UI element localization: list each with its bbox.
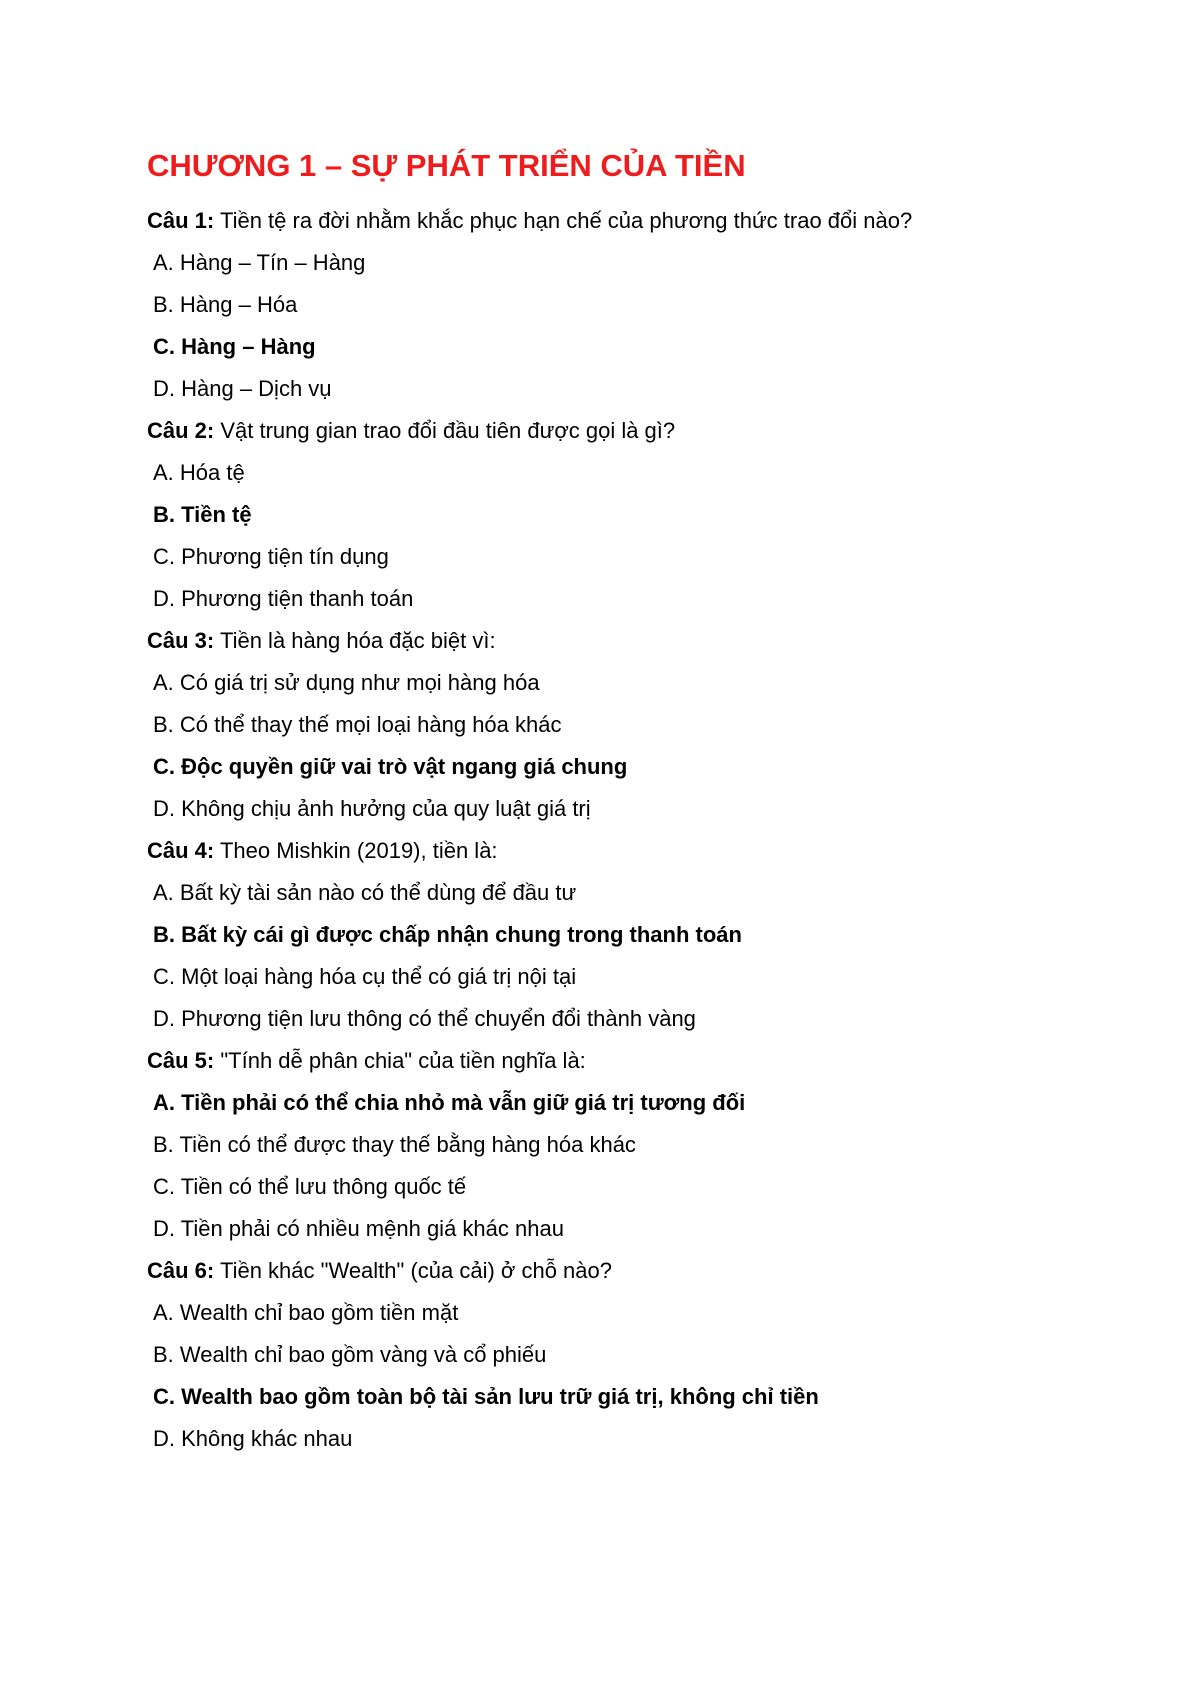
answer-option: B. Có thể thay thế mọi loại hàng hóa khác <box>153 712 562 737</box>
question-number: Câu 2: <box>147 418 215 443</box>
question-block <box>147 1040 1087 1250</box>
answer-option-correct: C. Độc quyền giữ vai trò vật ngang giá chung <box>153 754 628 779</box>
answer-option-correct: A. Tiền phải có thể chia nhỏ mà vẫn giữ giá trị tương đối <box>153 1090 746 1115</box>
question-number: Câu 1: <box>147 208 215 233</box>
answer-option: C. Một loại hàng hóa cụ thể có giá trị nội tại <box>153 964 577 989</box>
answer-option: C. Phương tiện tín dụng <box>153 544 389 569</box>
answer-option: A. Bất kỳ tài sản nào có thể dùng để đầu tư <box>153 880 577 905</box>
answer-option-correct: C. Wealth bao gồm toàn bộ tài sản lưu trữ giá trị, không chỉ tiền <box>153 1384 819 1409</box>
question-number: Câu 4: <box>147 838 215 863</box>
question-number: Câu 6: <box>147 1258 215 1283</box>
question-number: Câu 5: <box>147 1048 215 1073</box>
question-number: Câu 3: <box>147 628 215 653</box>
answer-option-correct: C. Hàng – Hàng <box>153 334 316 359</box>
answer-option: B. Wealth chỉ bao gồm vàng và cổ phiếu <box>153 1342 547 1367</box>
answer-option: C. Tiền có thể lưu thông quốc tế <box>153 1174 467 1199</box>
chapter-title: CHƯƠNG 1 – SỰ PHÁT TRIỂN CỦA TIỀN <box>147 148 746 183</box>
answer-option: D. Phương tiện lưu thông có thể chuyển đổi thành vàng <box>153 1006 696 1031</box>
question-line <box>147 200 1087 242</box>
question-text: "Tính dễ phân chia" của tiền nghĩa là: <box>214 1048 586 1073</box>
question-text: Theo Mishkin (2019), tiền là: <box>214 838 498 863</box>
answer-option: D. Không khác nhau <box>153 1426 353 1451</box>
answer-option: D. Tiền phải có nhiều mệnh giá khác nhau <box>153 1216 564 1241</box>
question-line <box>147 1250 1087 1292</box>
question-line <box>147 830 1087 872</box>
question-block <box>147 620 1087 830</box>
answer-option-correct: B. Bất kỳ cái gì được chấp nhận chung trong thanh toán <box>153 922 742 947</box>
question-block <box>147 1250 1087 1460</box>
question-text: Tiền khác "Wealth" (của cải) ở chỗ nào? <box>214 1258 612 1283</box>
answer-option: B. Tiền có thể được thay thế bằng hàng hóa khác <box>153 1132 636 1157</box>
question-line <box>147 1040 1087 1082</box>
answer-option: D. Hàng – Dịch vụ <box>153 376 332 401</box>
answer-option-correct: B. Tiền tệ <box>153 502 252 527</box>
answer-option: A. Có giá trị sử dụng như mọi hàng hóa <box>153 670 540 695</box>
answer-option: D. Phương tiện thanh toán <box>153 586 414 611</box>
question-block <box>147 410 1087 620</box>
answer-option: A. Hóa tệ <box>153 460 245 485</box>
answer-option: A. Hàng – Tín – Hàng <box>153 250 366 275</box>
question-block <box>147 830 1087 1040</box>
answer-option: A. Wealth chỉ bao gồm tiền mặt <box>153 1300 459 1325</box>
question-text: Vật trung gian trao đổi đầu tiên được gọi là gì? <box>214 418 676 443</box>
answer-option: D. Không chịu ảnh hưởng của quy luật giá trị <box>153 796 591 821</box>
answer-option: B. Hàng – Hóa <box>153 292 298 317</box>
document-page <box>147 140 1087 1460</box>
question-line <box>147 620 1087 662</box>
question-text: Tiền tệ ra đời nhằm khắc phục hạn chế của phương thức trao đổi nào? <box>214 208 913 233</box>
question-text: Tiền là hàng hóa đặc biệt vì: <box>214 628 496 653</box>
question-block <box>147 200 1087 410</box>
question-line <box>147 410 1087 452</box>
